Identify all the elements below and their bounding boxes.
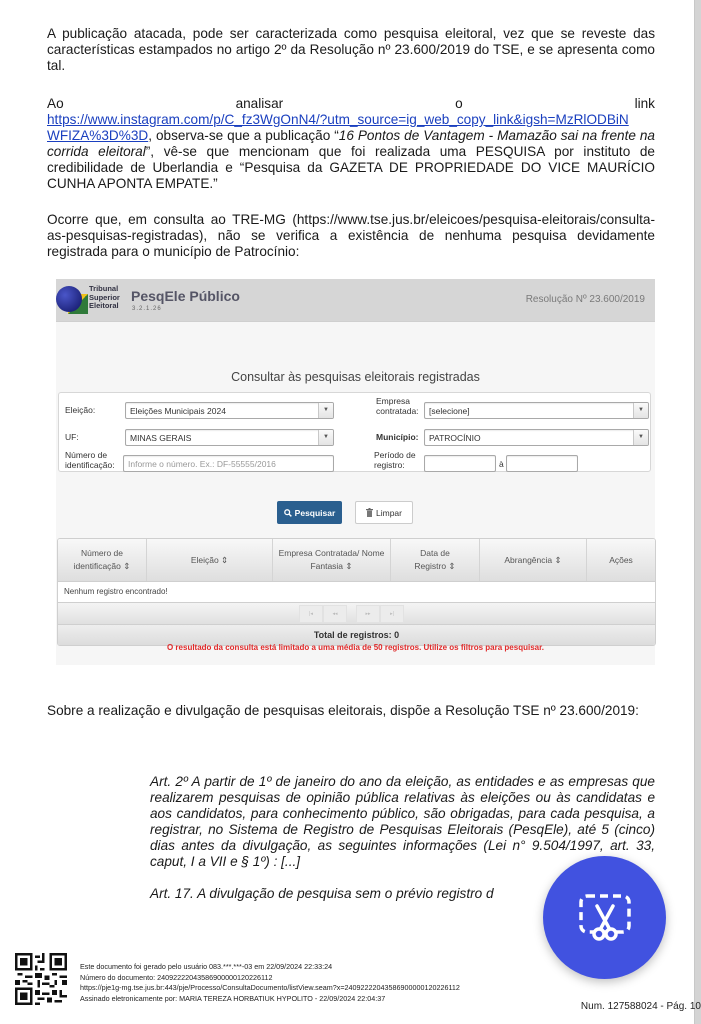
last-page-button[interactable]: ▸| <box>380 605 404 623</box>
eleicao-select[interactable]: Eleições Municipais 2024 ▼ <box>125 402 334 419</box>
periodo-to-input[interactable] <box>506 455 578 472</box>
column-eleicao[interactable]: Eleição ⇕ <box>147 539 273 581</box>
column-abrangencia[interactable]: Abrangência ⇕ <box>480 539 587 581</box>
screenshot-scissors-icon <box>577 890 633 946</box>
pager <box>58 603 655 625</box>
uf-select[interactable]: MINAS GERAIS ▼ <box>125 429 334 446</box>
pesqele-header <box>56 279 655 322</box>
text: ”, vê-se que mencionam que foi realizada uma PESQUISA por instituto de credibilidade de Uberlandia e “Pesquisa da GAZETA DE PROPRIEDADE DO VICE MAURÍCIO CUNHA APONTA EMPATE.” <box>47 144 655 191</box>
column-data-registro[interactable]: Data de Registro ⇕ <box>391 539 480 581</box>
table-header <box>58 539 655 582</box>
first-page-button[interactable]: |◂ <box>299 605 323 623</box>
uf-label: UF: <box>65 432 79 442</box>
empresa-select[interactable]: [selecione] ▼ <box>424 402 649 419</box>
limit-warning: O resultado da consulta está limitado a uma média de 50 registros. Utilize os filtros para pesquisar. <box>166 643 544 652</box>
tse-logo-icon <box>56 284 88 316</box>
page-number: Num. 127588024 - Pág. 10 <box>580 1001 701 1012</box>
results-table <box>57 538 656 646</box>
word: link <box>634 96 655 111</box>
word: Ao <box>47 96 64 111</box>
quote-art-2: Art. 2º A partir de 1º de janeiro do ano da eleição, as entidades e as empresas que realizarem pesquisas de opinião pública relativas às eleições ou às candidatas e aos candidatos, para conhecimento público, são obrigadas, para cada pesquisa, a registrar, no Sistema de Registro de Pesquisas Eleitorais (PesqEle), até 5 (cinco) dias antes da divulgação, as seguintes informações (Lei n° 9.504/1997, art. 33, caput, I a VII e § 1º) : [...] <box>150 774 655 869</box>
qr-code-icon <box>15 953 67 1005</box>
text: , observa-se que a publicação “ <box>148 128 339 143</box>
paragraph-2-lead <box>47 96 655 112</box>
trash-icon <box>366 508 373 517</box>
clear-button[interactable]: Limpar <box>355 501 413 524</box>
screenshot-capture-button[interactable] <box>543 856 666 979</box>
quoted-title: 16 Pontos de Vantagem - Mamazão sai na frente na corrida eleitoral <box>47 128 655 159</box>
instagram-link[interactable] <box>47 112 655 128</box>
footer-signature: Assinado eletronicamente por: MARIA TEREZA HORBATIUK HYPOLITO - 22/09/2024 22:04:37 <box>80 993 386 1003</box>
pesqele-screenshot <box>56 279 655 665</box>
municipio-label: Município: <box>376 432 419 442</box>
tse-org-name: Tribunal Superior Eleitoral <box>89 284 120 310</box>
footer-generated-by: Este documento foi gerado pelo usuário 083.***.***-03 em 22/09/2024 22:33:24 <box>80 962 333 971</box>
action-buttons <box>56 501 655 525</box>
word: o <box>455 96 463 111</box>
column-acoes: Ações <box>609 554 633 565</box>
instagram-link-line2[interactable]: WFIZA%3D%3D <box>47 128 149 143</box>
numero-input[interactable]: Informe o número. Ex.: DF-55555/2016 <box>123 455 334 472</box>
paragraph-1: A publicação atacada, pode ser caracterizada como pesquisa eleitoral, vez que se reveste das características estampados no artigo 2º da Resolução nº 23.600/2019 do TSE, e se apresenta como tal. <box>47 26 655 73</box>
municipio-select[interactable]: PATROCÍNIO ▼ <box>424 429 649 446</box>
empty-message: Nenhum registro encontrado! <box>58 582 655 603</box>
chevron-down-icon: ▼ <box>633 430 648 445</box>
word: analisar <box>235 96 284 111</box>
numero-label: Número de identificação: <box>65 450 115 470</box>
app-title: PesqEle Público <box>131 288 240 304</box>
resolution-label: Resolução Nº 23.600/2019 <box>525 294 645 305</box>
app-version: 3.2.1.26 <box>132 306 162 312</box>
periodo-label: Período de registro: <box>374 450 416 470</box>
eleicao-label: Eleição: <box>65 405 96 415</box>
footer-document-url[interactable]: https://pje1g-mg.tse.jus.br:443/pje/Processo/ConsultaDocumento/listView.seam?x=24092222043586900000120226112 <box>80 983 460 992</box>
periodo-from-input[interactable] <box>424 455 496 472</box>
filter-panel <box>58 392 651 472</box>
page-title: Consultar às pesquisas eleitorais registradas <box>231 370 480 384</box>
instagram-link-line1[interactable]: https://www.instagram.com/p/C_fz3WgOnN4/?utm_source=ig_web_copy_link&igsh=MzRlODBiN <box>47 112 629 127</box>
next-page-button[interactable]: ▸▸ <box>356 605 380 623</box>
quote-art-17: Art. 17. A divulgação de pesquisa sem o prévio registro d <box>150 886 494 901</box>
chevron-down-icon: ▼ <box>633 403 648 418</box>
chevron-down-icon: ▼ <box>318 430 333 445</box>
paragraph-4: Sobre a realização e divulgação de pesquisas eleitorais, dispõe a Resolução TSE nº 23.600/2019: <box>47 703 639 718</box>
periodo-separator: à <box>499 459 504 469</box>
prev-page-button[interactable]: ◂◂ <box>323 605 347 623</box>
footer-metadata <box>80 962 460 1004</box>
column-numero[interactable]: Número de identificação ⇕ <box>58 539 147 581</box>
page-edge-scrollbar <box>694 0 701 1024</box>
search-button[interactable]: Pesquisar <box>277 501 342 524</box>
paragraph-2 <box>47 96 655 192</box>
total-records: Total de registros: 0 <box>58 625 655 645</box>
column-empresa[interactable]: Empresa Contratada/ Nome Fantasia ⇕ <box>273 539 391 581</box>
footer-document-number: Número do documento: 24092222043586900000120226112 <box>80 972 273 982</box>
paragraph-3: Ocorre que, em consulta ao TRE-MG (https://www.tse.jus.br/eleicoes/pesquisa-eleitorais/consulta-as-pesquisas-registradas), não se verifica a existência de nenhuma pesquisa devidamente registrada para o município de Patrocínio: <box>47 212 655 259</box>
search-icon <box>284 509 292 517</box>
chevron-down-icon: ▼ <box>318 403 333 418</box>
empresa-label: Empresa contratada: <box>376 396 419 416</box>
